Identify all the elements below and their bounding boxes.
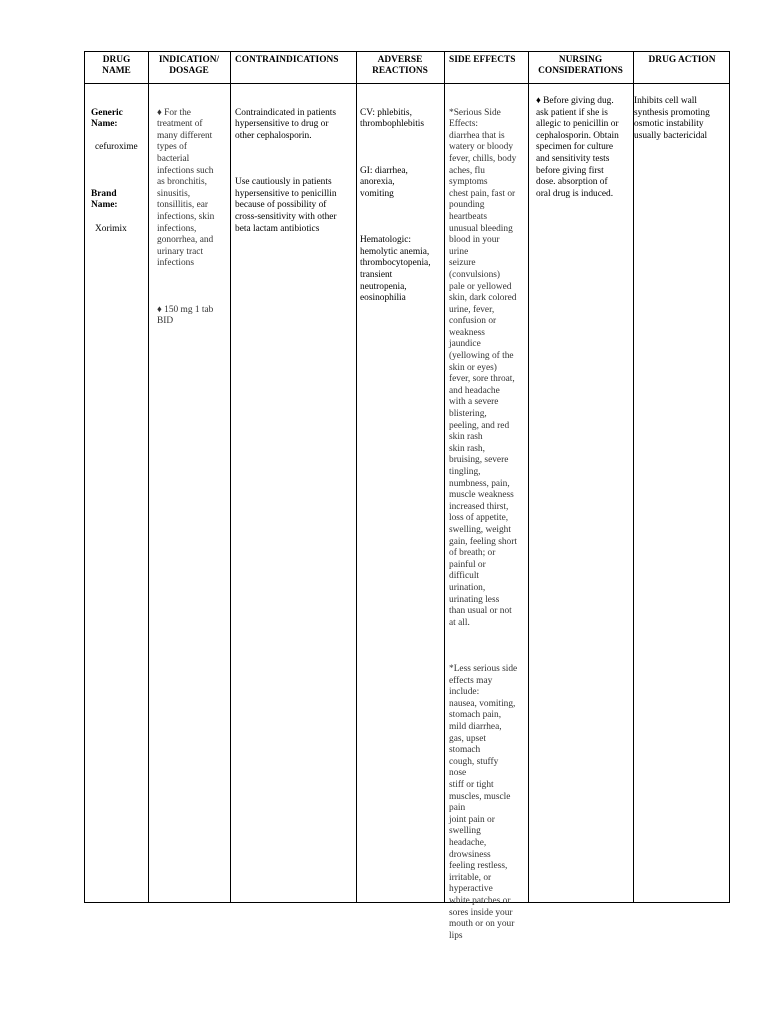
- less-serious-side-effects: *Less serious side effects may include: nausea, vomiting, stomach pain, mild diarrhea, gas, upset stomach cough, stuffy nose stiff or tight muscles, muscle pain joint pain or swelling headache, drowsiness feeling restless, irritable, or hyperactive white patches or sores inside your mouth or on your lips: [449, 664, 518, 941]
- column-divider: [230, 52, 231, 902]
- contraindications-cell: [235, 96, 356, 247]
- column-divider: [356, 52, 357, 902]
- column-divider: [148, 52, 149, 902]
- contraindications-paragraph-1: Contraindicated in patients hypersensitive to drug or other cephalosporin.: [235, 107, 337, 141]
- nursing-considerations-cell: ♦ Before giving dug. ask patient if she is allegic to penicillin or cephalosporin. Obtain specimen for culture and sensitivity tests before giving first dose. absorption of oral drug is induced.: [536, 96, 619, 199]
- header-divider: [85, 83, 729, 84]
- header-drug-action: DRUG ACTION: [648, 55, 716, 65]
- column-divider: [444, 52, 445, 902]
- dosage-text: ♦ 150 mg 1 tab BID: [157, 304, 214, 327]
- header-contraindications: CONTRAINDICATIONS: [235, 55, 339, 65]
- generic-name-label: Generic Name:: [91, 107, 123, 130]
- adverse-hematologic: Hematologic: hemolytic anemia, thrombocytopenia, transient neutropenia, eosinophilia: [360, 235, 431, 304]
- drug-name-cell: [91, 96, 148, 247]
- indication-cell: [157, 96, 230, 339]
- column-divider: [633, 52, 634, 902]
- generic-name-value: cefuroxime: [95, 142, 138, 153]
- adverse-gi: GI: diarrhea, anorexia, vomiting: [360, 165, 408, 199]
- contraindications-paragraph-2: Use cautiously in patients hypersensitive to penicillin because of possibility of cross-sensitivity with other beta lactam antibiotics: [235, 177, 337, 234]
- brand-name-label: Brand Name:: [91, 188, 118, 211]
- brand-name-value: Xorimix: [95, 223, 127, 234]
- drug-action-cell: Inhibits cell wall synthesis promoting osmotic instability usually bactericidal: [634, 96, 710, 141]
- header-indication: INDICATION/ DOSAGE: [158, 55, 220, 76]
- serious-side-effects: *Serious Side Effects: diarrhea that is watery or bloody fever, chills, body aches, flu symptoms chest pain, fast or pounding heartbeats unusual bleeding blood in your urine seizure (convulsions) pale or yellowed skin, dark colored urine, fever, confusion or weakness jaundice (yellowing of the skin or eyes) fever, sore throat, and headache with a severe blistering, peeling, and red skin rash skin rash, bruising, severe tingling, numbness, pain, muscle weakness increased thirst, loss of appetite, swelling, weight gain, feeling short of breath; or painful or difficult urination, urinating less than usual or not at all.: [449, 107, 517, 628]
- indication-text: ♦ For the treatment of many different types of bacterial infections such as bronchitis, sinusitis, tonsillitis, ear infections, skin infections, gonorrhea, and urinary tract infections: [157, 107, 215, 269]
- side-effects-cell: [449, 96, 528, 954]
- adverse-cv: CV: phlebitis, thrombophlebitis: [360, 107, 425, 130]
- header-adverse-reactions: ADVERSE REACTIONS: [372, 55, 428, 76]
- adverse-reactions-cell: [360, 96, 444, 316]
- header-side-effects: SIDE EFFECTS: [449, 55, 516, 65]
- header-nursing-considerations: NURSING CONSIDERATIONS: [538, 55, 623, 76]
- drug-study-table: [84, 51, 730, 941]
- column-divider: [528, 52, 529, 902]
- header-drug-name: DRUG NAME: [102, 55, 131, 76]
